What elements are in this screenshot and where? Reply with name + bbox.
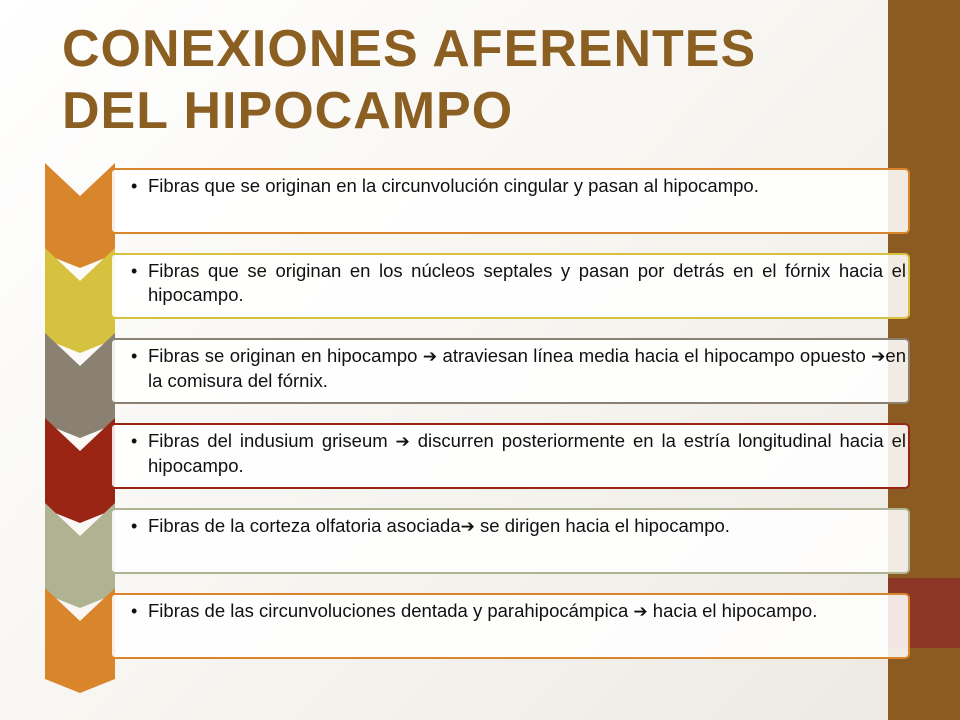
list-item-text: [148, 514, 908, 539]
list-item-text-part: Fibras se originan en hipocampo: [148, 345, 423, 366]
list-item-text: [148, 344, 908, 393]
arrow-right-icon: ➔: [422, 347, 438, 367]
list-item-text-part: discurren posteriormente en la estría longitudinal hacia el hipocampo.: [148, 430, 906, 476]
list-item-text-part: Fibras de la corteza olfatoria asociada: [148, 515, 461, 536]
slide-title: CONEXIONES AFERENTES DEL HIPOCAMPO: [62, 20, 757, 140]
list-item: [110, 168, 910, 234]
chevron-marker-1: [45, 163, 115, 268]
list-item: [110, 508, 910, 574]
list-item-text: [148, 174, 908, 198]
arrow-right-icon: ➔: [395, 432, 410, 452]
arrow-right-icon: ➔: [633, 602, 648, 622]
list-item: [110, 253, 910, 319]
list-item-text: [148, 599, 908, 624]
list-item: [110, 593, 910, 659]
list-item-text-part: Fibras que se originan en los núcleos septales y pasan por detrás en el fórnix hacia el hipocampo.: [148, 260, 906, 305]
list-item: [110, 338, 910, 404]
list-item-text: [148, 259, 908, 307]
list-item-text-part: atraviesan línea media hacia el hipocampo opuesto: [437, 345, 872, 366]
list-item-text-part: se dirigen hacia el hipocampo.: [474, 515, 730, 536]
list-item-text: [148, 429, 908, 478]
list-item: [110, 423, 910, 489]
list-item-text-part: en la comisura del fórnix.: [148, 345, 906, 391]
list-item-text-part: Fibras del indusium griseum: [148, 430, 396, 451]
list-item-text-part: Fibras de las circunvoluciones dentada y parahipocámpica: [148, 600, 634, 621]
arrow-right-icon: ➔: [871, 347, 886, 367]
list-item-text-part: hacia el hipocampo.: [647, 600, 818, 621]
list-item-text-part: Fibras que se originan en la circunvolución cingular y pasan al hipocampo.: [148, 175, 759, 196]
arrow-right-icon: ➔: [460, 517, 475, 537]
